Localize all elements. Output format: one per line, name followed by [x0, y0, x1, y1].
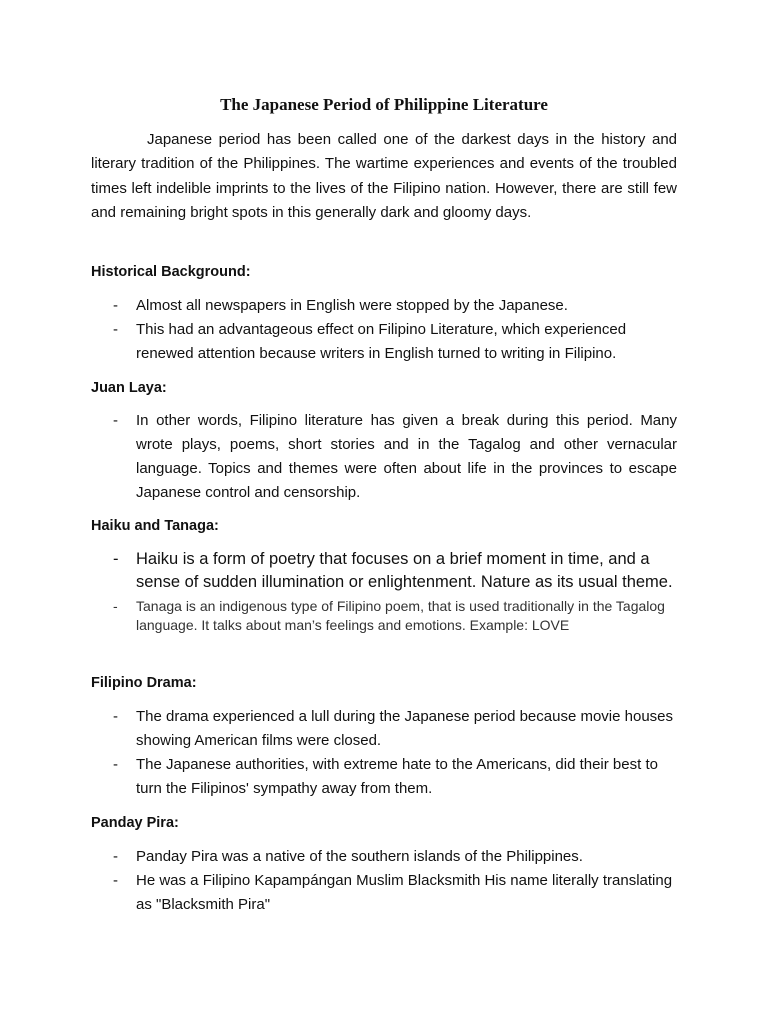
- page-title: The Japanese Period of Philippine Literature: [220, 95, 548, 114]
- bullet-dash: -: [113, 708, 118, 725]
- bullet-dash: -: [113, 598, 118, 614]
- list-item: [91, 705, 677, 753]
- section-heading-panday-pira: Panday Pira:: [91, 815, 179, 831]
- section-heading-juan-laya: Juan Laya:: [91, 380, 167, 396]
- list-item-text: He was a Filipino Kapampángan Muslim Blacksmith His name literally translating as "Blacksmith Pira": [136, 872, 673, 913]
- list-item-text: The Japanese authorities, with extreme hate to the Americans, did their best to turn the Filipinos' sympathy away from them.: [136, 756, 658, 797]
- panday-pira-list: [91, 845, 677, 917]
- list-item-text: Tanaga is an indigenous type of Filipino poem, that is used traditionally in the Tagalog language. It talks about man’s feelings and emotions. Example: LOVE: [136, 598, 665, 633]
- bullet-dash: -: [113, 550, 119, 568]
- list-item-text: Almost all newspapers in English were stopped by the Japanese.: [136, 297, 568, 314]
- list-item: [91, 294, 677, 318]
- bullet-dash: -: [113, 848, 118, 865]
- historical-background-list: [91, 294, 677, 366]
- list-item: [91, 845, 677, 869]
- list-item: [91, 409, 677, 505]
- bullet-dash: -: [113, 412, 118, 429]
- section-heading-historical-background: Historical Background:: [91, 264, 251, 280]
- juan-laya-list: [91, 409, 677, 505]
- haiku-tanaga-list: [91, 548, 677, 635]
- intro-paragraph: Japanese period has been called one of the darkest days in the history and literary tradition of the Philippines. The wartime experiences and events of the troubled times left indelible imprints to the lives of the Filipino nation. However, there are still few and remaining bright spots in this generally dark and gloomy days.: [91, 131, 677, 222]
- list-item-text: The drama experienced a lull during the Japanese period because movie houses showing American films were closed.: [136, 708, 674, 749]
- section-heading-haiku-and-tanaga: Haiku and Tanaga:: [91, 518, 219, 534]
- list-item-text: Panday Pira was a native of the southern islands of the Philippines.: [136, 848, 583, 865]
- list-item-text: In other words, Filipino literature has given a break during this period. Many wrote plays, poems, short stories and in the Tagalog and other vernacular language. Topics and themes were often about life in the provinces to escape Japanese control and censorship.: [136, 412, 677, 501]
- list-item: [91, 753, 677, 801]
- list-item-text: Haiku is a form of poetry that focuses on a brief moment in time, and a sense of sudden illumination or enlightenment. Nature as its usual theme.: [136, 550, 673, 591]
- bullet-dash: -: [113, 756, 118, 773]
- list-item: [91, 597, 677, 635]
- list-item: [91, 318, 677, 366]
- bullet-dash: -: [113, 321, 118, 338]
- bullet-dash: -: [113, 297, 118, 314]
- bullet-dash: -: [113, 872, 118, 889]
- section-heading-filipino-drama: Filipino Drama:: [91, 675, 197, 691]
- list-item: [91, 548, 677, 593]
- filipino-drama-list: [91, 705, 677, 801]
- list-item-text: This had an advantageous effect on Filipino Literature, which experienced renewed attention because writers in English turned to writing in Filipino.: [136, 321, 627, 362]
- list-item: [91, 869, 677, 917]
